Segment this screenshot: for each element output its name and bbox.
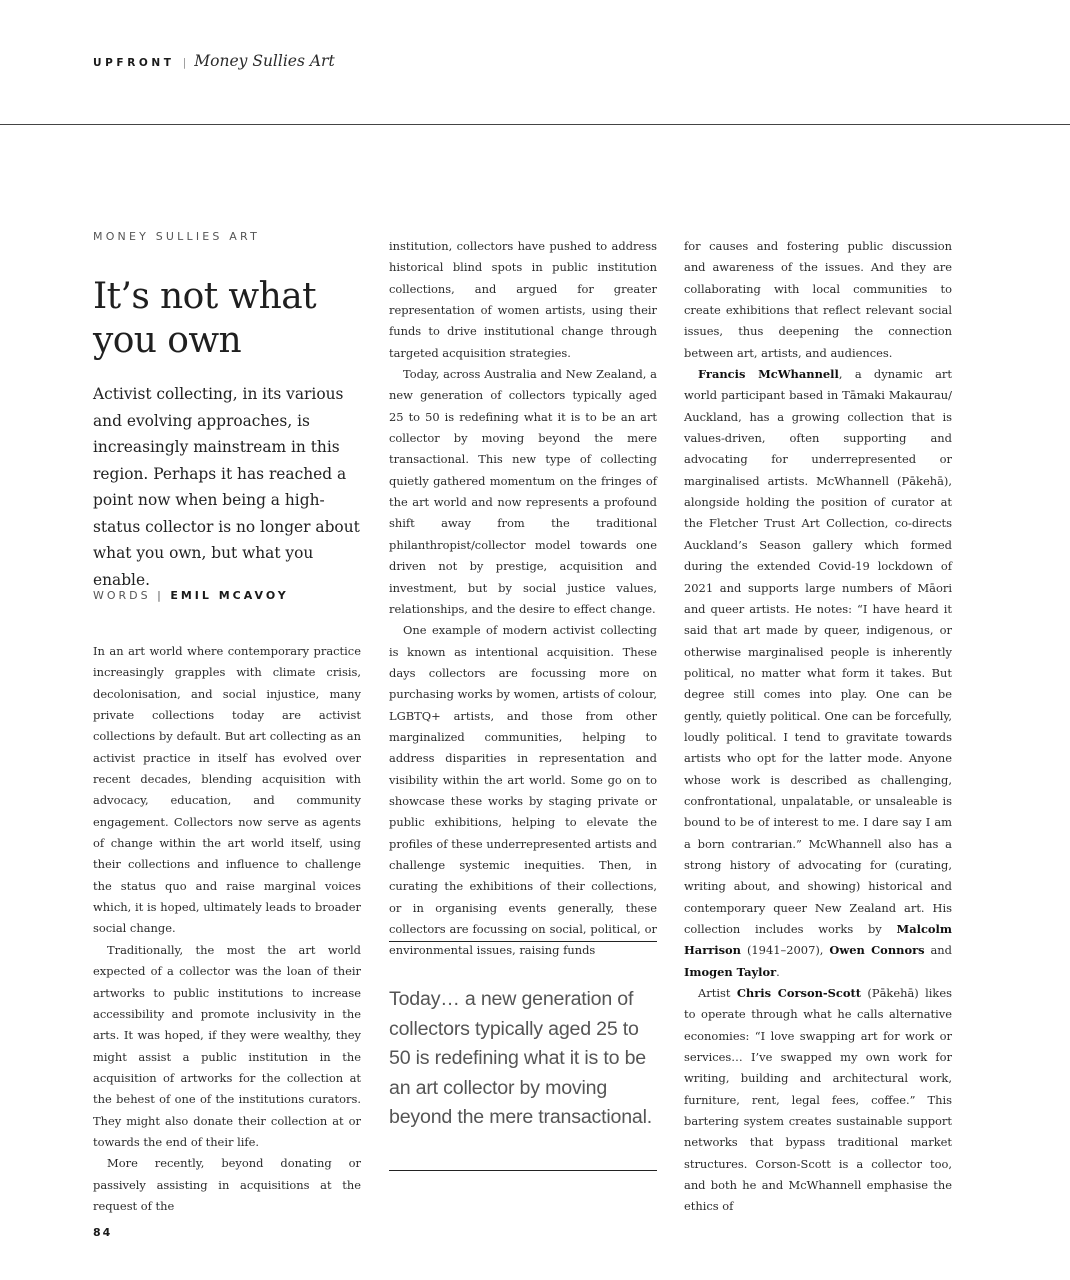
- body-text-run: (Pākehā) likes to operate through what he calls alternative economies: “I love swapping art for work or services… I’ve swapped my own work for writing, building and architectural work, furniture, rent, legal fees, coffee.” This bartering system creates sustainable support networks that bypass traditional market structures. Corson-Scott is a collector too, and both he and McWhannell emphasise the ethics of: [684, 986, 952, 1214]
- pull-quote: Today… a new generation of collectors typically aged 25 to 50 is redefining what it is to be an art collector by moving beyond the mere transactional.: [389, 988, 653, 1129]
- body-paragraph: Today, across Australia and New Zealand, a new generation of collectors typically aged 25 to 50 is redefining what it is to be an art collector by moving beyond the mere transactional. This new type of collecting quietly gathered momentum on the fringes of the art world and now represents a profound shift away from the traditional philanthropist/collector model towards one driven not by prestige, acquisition and investment, but by social justice values, relationships, and the desire to effect change.: [389, 367, 657, 616]
- byline-author: EMIL MCAVOY: [170, 589, 289, 602]
- body-text-run: , a dynamic art world participant based in Tāmaki Makaurau/ Auckland, has a growing collection that is values-driven, often supporting and advocating for underrepresented or marginalised artists. McWhannell (Pākehā), alongside holding the position of curator at the Fletcher Trust Art Collection, co-directs Auckland’s Season gallery which formed during the extended Covid-19 lockdown of 2021 and supports large numbers of Māori and queer artists. He notes: “I have heard it said that art made by queer, indigenous, or otherwise marginalised people is inherently political, no matter what form it takes. But degree still comes into play. One can be gently, quietly political. One can be forcefully, loudly political. I tend to gravitate towards artists who opt for the latter mode. Anyone whose work is described as challenging, confrontational, unpalatable, or unsaleable is bound to be of interest to me. I dare say I am a born contrarian.” McWhannell also has a strong history of advocating for (curating, writing about, and showing) historical and contemporary queer New Zealand art. His collection includes works by: [684, 367, 953, 936]
- running-head: [93, 52, 335, 74]
- pull-quote-top-rule: [389, 941, 657, 942]
- person-name: Chris Corson-Scott: [736, 986, 862, 1001]
- body-column-3: [684, 236, 952, 1218]
- body-paragraph: institution, collectors have pushed to address historical blind spots in public institution collections, and argued for greater representation of women artists, using their funds to drive institutional change through targeted acquisition strategies.: [389, 239, 657, 360]
- pull-quote-bottom-rule: [389, 1170, 657, 1171]
- body-text-run: (1941–2007),: [741, 943, 830, 958]
- page-number: 84: [93, 1226, 113, 1239]
- article-byline: [93, 589, 289, 602]
- body-column-1: [93, 641, 361, 1217]
- body-paragraph: Traditionally, the most the art world expected of a collector was the loan of their artworks to public institutions to increase accessibility and promote inclusivity in the arts. It was hoped, if they were wealthy, they might assist a public institution in the acquisition of artworks for the collection at the behest of one of the institutions curators. They might also donate their collection at or towards the end of their life.: [93, 942, 361, 1149]
- artist-name: Owen Connors: [829, 943, 925, 958]
- article-standfirst: Activist collecting, in its various and evolving approaches, is increasingly mainstream in this region. Perhaps it has reached a point now when being a high-status collector is no longer about what you own, but what you enable.: [93, 385, 360, 589]
- body-paragraph: [684, 983, 952, 1218]
- body-paragraph: [684, 364, 952, 983]
- body-text-run: .: [776, 964, 780, 979]
- byline-label: WORDS |: [93, 589, 164, 602]
- running-head-separator: |: [182, 56, 187, 69]
- artist-name: Malcolm Harrison: [684, 922, 952, 958]
- person-name: Francis McWhannell: [698, 367, 839, 382]
- header-divider: [0, 124, 1070, 125]
- body-paragraph: for causes and fostering public discussion and awareness of the issues. And they are collaborating with local communities to create exhibitions that reflect relevant social issues, thus deepening the connection between art, artists, and audiences.: [684, 239, 952, 360]
- running-head-title: Money Sullies Art: [194, 52, 335, 70]
- body-paragraph: One example of modern activist collecting is known as intentional acquisition. These days collectors are focussing more on purchasing works by women, artists of colour, LGBTQ+ artists, and those from other marginalized communities, helping to address disparities in representation and visibility within the art world. Some go on to showcase these works by staging private or public exhibitions, helping to elevate the profiles of these underrepresented artists and challenge systemic inequities. Then, in curating the exhibitions of their collections, or in organising events generally, these collectors are focussing on social, political, or environmental issues, raising funds: [389, 623, 657, 958]
- body-column-2: [389, 236, 657, 962]
- body-paragraph: More recently, beyond donating or passively assisting in acquisitions at the request of the: [93, 1156, 361, 1213]
- article-headline: It’s not what you own: [93, 276, 316, 361]
- body-text-run: Artist: [698, 986, 737, 1001]
- artist-name: Imogen Taylor: [684, 964, 777, 979]
- running-head-section: UPFRONT: [93, 57, 175, 69]
- article-kicker: MONEY SULLIES ART: [93, 230, 260, 243]
- body-text-run: and: [924, 943, 952, 958]
- body-paragraph: In an art world where contemporary practice increasingly grapples with climate crisis, decolonisation, and social injustice, many private collections today are activist collections by default. But art collecting as an activist practice in itself has evolved over recent decades, blending acquisition with advocacy, education, and community engagement. Collectors now serve as agents of change within the art world itself, using their collections and influence to challenge the status quo and raise marginal voices which, it is hoped, ultimately leads to broader social change.: [93, 644, 361, 936]
